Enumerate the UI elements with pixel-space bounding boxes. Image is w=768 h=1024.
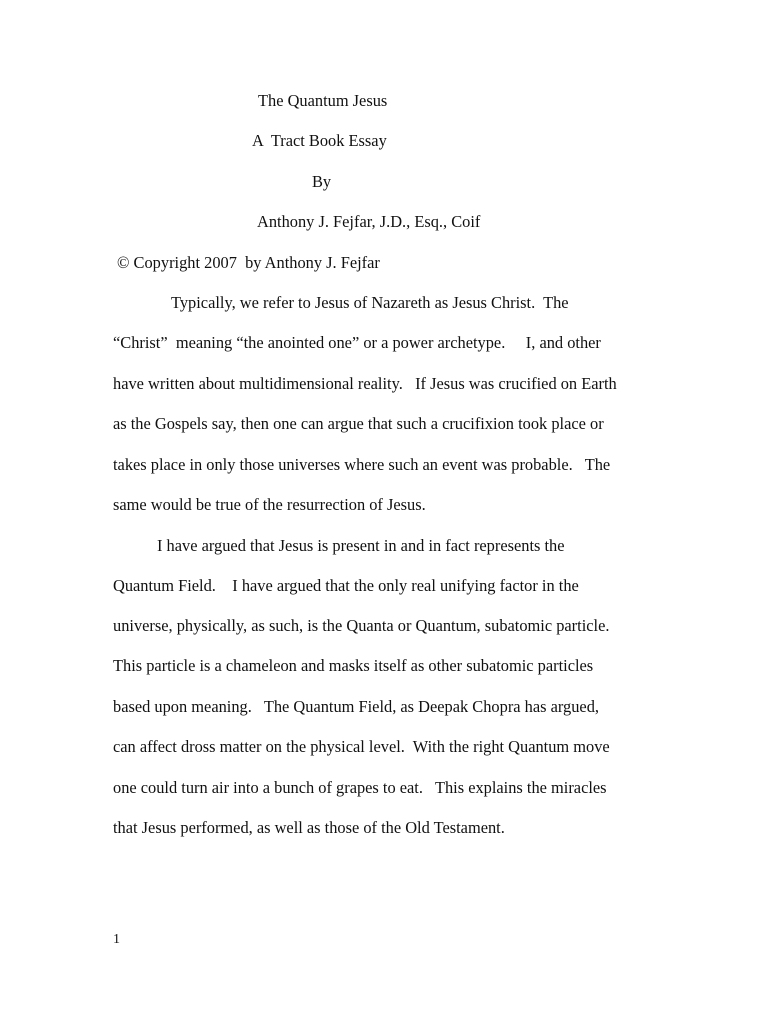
author-name: Anthony J. Fejfar, J.D., Esq., Coif xyxy=(257,212,481,231)
byline-label: By xyxy=(312,172,332,191)
document-subtitle: A Tract Book Essay xyxy=(252,131,387,150)
paragraph-line: based upon meaning. The Quantum Field, as Deepak Chopra has argued, xyxy=(113,697,599,716)
paragraph-line: Typically, we refer to Jesus of Nazareth as Jesus Christ. The xyxy=(171,293,569,312)
paragraph-line: same would be true of the resurrection of Jesus. xyxy=(113,495,426,514)
copyright-notice: © Copyright 2007 by Anthony J. Fejfar xyxy=(117,253,380,272)
document-title: The Quantum Jesus xyxy=(258,91,388,110)
paragraph-line: that Jesus performed, as well as those of the Old Testament. xyxy=(113,818,505,837)
paragraph-line: can affect dross matter on the physical level. With the right Quantum move xyxy=(113,737,610,756)
paragraph-line: as the Gospels say, then one can argue that such a crucifixion took place or xyxy=(113,414,604,433)
paragraph-line: takes place in only those universes where such an event was probable. The xyxy=(113,455,611,474)
paragraph-line: have written about multidimensional reality. If Jesus was crucified on Earth xyxy=(113,374,617,393)
paragraph-line: This particle is a chameleon and masks itself as other subatomic particles xyxy=(113,656,594,675)
paragraph-line: one could turn air into a bunch of grapes to eat. This explains the miracles xyxy=(113,778,607,797)
paragraph-line: “Christ” meaning “the anointed one” or a power archetype. I, and other xyxy=(113,333,601,352)
page-number: 1 xyxy=(113,932,120,947)
paragraph-line: Quantum Field. I have argued that the only real unifying factor in the xyxy=(113,576,579,595)
paragraph-line: I have argued that Jesus is present in and in fact represents the xyxy=(157,536,565,555)
paragraph-line: universe, physically, as such, is the Quanta or Quantum, subatomic particle. xyxy=(113,616,610,635)
